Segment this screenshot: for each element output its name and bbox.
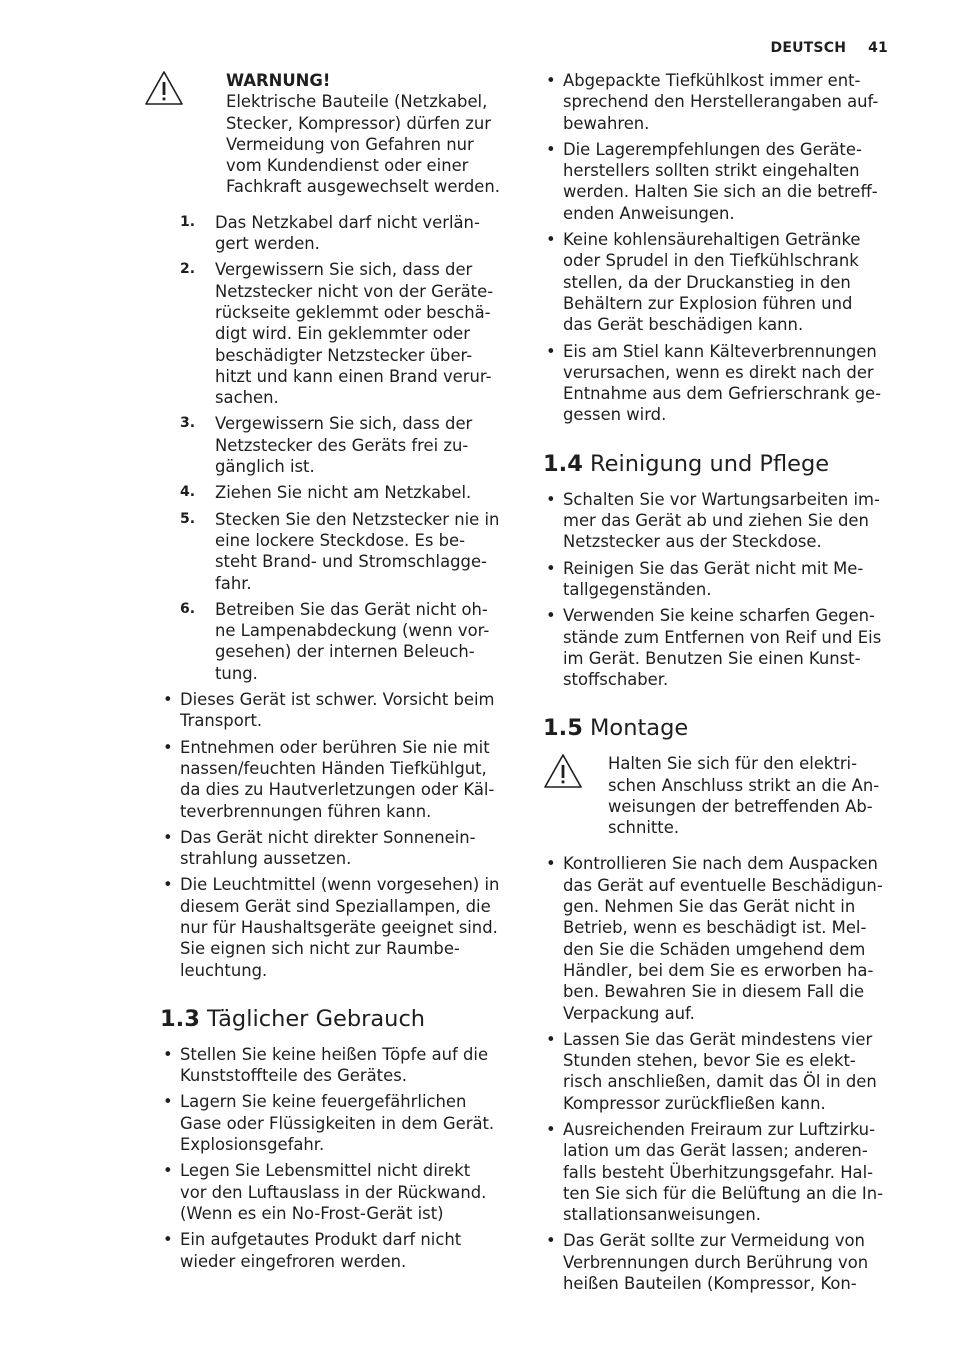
text-line: Sie eignen sich nicht zur Raumbe-	[180, 939, 460, 959]
numbered-list	[160, 212, 520, 684]
text-line: • Die Leuchtmittel (wenn vorgesehen) in	[180, 875, 500, 895]
warning-icon	[144, 70, 184, 106]
text-line: • Legen Sie Lebensmittel nicht direkt	[180, 1161, 471, 1181]
left-bullet-list	[160, 689, 520, 981]
section-1-5-title: Montage	[590, 715, 689, 742]
section-1-3-bullet-list	[160, 1044, 520, 1272]
bullet-item	[543, 341, 903, 426]
text-line: vor den Luftauslass in der Rückwand.	[180, 1182, 487, 1202]
section-1-3-heading	[160, 1005, 520, 1033]
left-column	[160, 70, 520, 1277]
numbered-item	[160, 599, 520, 684]
text-line: • Lagern Sie keine feuergefährlichen	[180, 1092, 467, 1112]
text-line: Netzstecker aus der Steckdose.	[563, 532, 822, 552]
text-line: Stecker, Kompressor) dürfen zur	[226, 113, 492, 133]
text-line: • Reinigen Sie das Gerät nicht mit Me-	[563, 558, 864, 578]
text-line: sprechend den Herstellerangaben auf-	[563, 92, 879, 112]
text-line: Händler, bei dem Sie es erworben ha-	[563, 960, 874, 980]
section-1-4-title: Reinigung und Pflege	[590, 450, 830, 477]
bullet-item	[543, 1119, 903, 1225]
text-line: • Die Lagerempfehlungen des Geräte-	[563, 139, 862, 159]
text-line: da dies zu Hautverletzungen oder Käl-	[180, 780, 495, 800]
bullet-item	[543, 139, 903, 224]
right-bullet-list	[543, 70, 903, 426]
bullet-item	[543, 70, 903, 134]
bullet-item	[543, 558, 903, 601]
montage-note-text	[608, 753, 903, 838]
item-number: 6.	[180, 600, 196, 617]
text-line: • Kontrollieren Sie nach dem Auspacken	[563, 854, 878, 874]
text-line: gänglich ist.	[215, 457, 315, 477]
text-line: • Abgepackte Tiefkühlkost immer ent-	[563, 71, 861, 90]
bullet-item	[160, 1044, 520, 1087]
text-line: • Eis am Stiel kann Kälteverbrennungen	[563, 341, 877, 361]
text-line: nur für Haushaltsgeräte geeignet sind.	[180, 917, 498, 937]
warning-body	[226, 91, 520, 197]
text-line: strahlung aussetzen.	[180, 849, 352, 869]
text-line: • Das Gerät sollte zur Vermeidung von	[563, 1231, 865, 1251]
warning-text	[226, 70, 520, 198]
text-line: herstellers sollten strikt eingehalten	[563, 161, 860, 181]
text-line: bewahren.	[563, 113, 650, 133]
text-line: heißen Bauteilen (Kompressor, Kon-	[563, 1274, 857, 1294]
text-line: gesehen) der internen Beleuch-	[215, 642, 475, 662]
text-line: • Lassen Sie das Gerät mindestens vier	[563, 1029, 873, 1049]
section-1-5-heading	[543, 714, 903, 742]
text-line: mer das Gerät ab und ziehen Sie den	[563, 511, 869, 531]
text-line: (Wenn es ein No-Frost-Gerät ist)	[180, 1203, 444, 1223]
bullet-item	[160, 737, 520, 822]
text-line: oder Sprudel in den Tiefkühlschrank	[563, 251, 859, 271]
text-line: • Schalten Sie vor Wartungsarbeiten im-	[563, 489, 880, 509]
text-line: • Das Gerät nicht direkter Sonnenein-	[180, 827, 476, 847]
bullet-item	[160, 827, 520, 870]
bullet-item	[543, 853, 903, 1023]
text-line: falls besteht Überhitzungsgefahr. Hal-	[563, 1162, 874, 1182]
text-line: • Ausreichenden Freiraum zur Luftzirku-	[563, 1119, 875, 1139]
text-line: eine lockere Steckdose. Es be-	[215, 530, 465, 550]
text-line: das Gerät auf eventuelle Beschädigun-	[563, 875, 883, 895]
text-line: lation um das Gerät lassen; anderen-	[563, 1141, 868, 1161]
text-line: hitzt und kann einen Brand verur-	[215, 366, 492, 386]
bullet-item	[160, 689, 520, 732]
numbered-item	[160, 482, 520, 503]
text-line: Vergewissern Sie sich, dass der	[215, 414, 473, 434]
text-line: Vermeidung von Gefahren nur	[226, 134, 474, 154]
bullet-item	[543, 1230, 903, 1294]
text-line: Behältern zur Explosion führen und	[563, 293, 853, 313]
numbered-item	[160, 413, 520, 477]
bullet-item	[543, 1029, 903, 1114]
text-line: • Entnehmen oder berühren Sie nie mit	[180, 737, 490, 757]
section-1-3-number: 1.3	[160, 1005, 200, 1032]
section-1-4-number: 1.4	[543, 450, 583, 477]
text-line: nassen/feuchten Händen Tiefkühlgut,	[180, 758, 487, 778]
bullet-item	[543, 229, 903, 335]
text-line: ne Lampenabdeckung (wenn vor-	[215, 621, 490, 641]
bullet-item	[543, 605, 903, 690]
text-line: Stecken Sie den Netzstecker nie in	[215, 509, 500, 529]
text-line: Entnahme aus dem Gefrierschrank ge-	[563, 384, 881, 404]
text-line: das Gerät beschädigen kann.	[563, 315, 804, 335]
text-line: diesem Gerät sind Speziallampen, die	[180, 896, 491, 916]
text-line: stallationsanweisungen.	[563, 1205, 761, 1225]
section-1-4-bullet-list	[543, 489, 903, 691]
text-line: • Verwenden Sie keine scharfen Gegen-	[563, 606, 875, 626]
text-line: Verbrennungen durch Berührung von	[563, 1252, 869, 1272]
bullet-item	[160, 1160, 520, 1224]
text-line: steht Brand- und Stromschlagge-	[215, 552, 487, 572]
text-line: wieder eingefroren werden.	[180, 1251, 407, 1271]
text-line: gen. Nehmen Sie das Gerät nicht in	[563, 897, 856, 917]
text-line: Transport.	[180, 711, 263, 731]
text-line: weisungen der betreffenden Ab-	[608, 797, 873, 817]
text-line: gessen wird.	[563, 405, 667, 425]
text-line: Fachkraft ausgewechselt werden.	[226, 177, 500, 197]
text-line: Kompressor zurückfließen kann.	[563, 1093, 826, 1113]
text-line: ten Sie sich für die Belüftung an die In-	[563, 1183, 884, 1203]
page-header	[771, 38, 888, 59]
text-line: Betreiben Sie das Gerät nicht oh-	[215, 599, 488, 619]
text-line: teverbrennungen führen kann.	[180, 801, 432, 821]
text-line: • Ein aufgetautes Produkt darf nicht	[180, 1230, 462, 1250]
text-line: Betrieb, wenn es beschädigt ist. Mel-	[563, 918, 867, 938]
section-label: DEUTSCH	[770, 40, 847, 56]
text-line: digt wird. Ein geklemmter oder	[215, 324, 471, 344]
text-line: Elektrische Bauteile (Netzkabel,	[226, 92, 488, 112]
item-number: 1.	[180, 213, 196, 230]
text-line: gert werden.	[215, 234, 320, 254]
bullet-item	[543, 489, 903, 553]
section-1-5-number: 1.5	[543, 715, 583, 742]
item-number: 2.	[180, 261, 196, 278]
text-line: rückseite geklemmt oder beschä-	[215, 302, 491, 322]
text-line: stellen, da der Druckanstieg in den	[563, 272, 851, 292]
numbered-item	[160, 509, 520, 594]
text-line: stoffschaber.	[563, 670, 669, 690]
text-line: sachen.	[215, 388, 279, 408]
text-line: risch anschließen, damit das Öl in den	[563, 1072, 877, 1092]
text-line: Halten Sie sich für den elektri-	[608, 754, 858, 774]
text-line: Kunststoffteile des Gerätes.	[180, 1066, 407, 1086]
text-line: Vergewissern Sie sich, dass der	[215, 260, 473, 280]
text-line: tallgegenständen.	[563, 579, 712, 599]
text-line: beschädigter Netzstecker über-	[215, 345, 473, 365]
montage-note	[543, 753, 903, 853]
text-line: • Keine kohlensäurehaltigen Getränke	[563, 230, 861, 250]
text-line: leuchtung.	[180, 960, 268, 980]
text-line: ben. Bewahren Sie in diesem Fall die	[563, 982, 865, 1002]
page-number: 41	[868, 40, 888, 56]
item-number: 3.	[180, 415, 196, 432]
text-line: tung.	[215, 663, 258, 683]
item-number: 4.	[180, 484, 196, 501]
section-1-3-title: Täglicher Gebrauch	[207, 1005, 426, 1032]
text-line: • Stellen Sie keine heißen Töpfe auf die	[180, 1044, 489, 1064]
text-line: Das Netzkabel darf nicht verlän-	[215, 212, 480, 232]
text-line: Ziehen Sie nicht am Netzkabel.	[215, 483, 472, 503]
bullet-item	[160, 1229, 520, 1272]
bullet-item	[160, 1091, 520, 1155]
text-line: schen Anschluss strikt an die An-	[608, 775, 880, 795]
text-line: Explosionsgefahr.	[180, 1135, 325, 1155]
text-line: stände zum Entfernen von Reif und Eis	[563, 627, 882, 647]
section-1-5-bullet-list	[543, 853, 903, 1294]
text-line: Stunden stehen, bevor Sie es elekt-	[563, 1051, 856, 1071]
warning-icon	[543, 753, 583, 789]
text-line: Verpackung auf.	[563, 1003, 695, 1023]
numbered-item	[160, 259, 520, 408]
text-line: • Dieses Gerät ist schwer. Vorsicht beim	[180, 690, 495, 710]
warning-box	[160, 70, 520, 198]
text-line: verursachen, wenn es direkt nach der	[563, 362, 874, 382]
text-line: den Sie die Schäden umgehend dem	[563, 939, 866, 959]
numbered-item	[160, 212, 520, 255]
text-line: Netzstecker des Geräts frei zu-	[215, 435, 469, 455]
bullet-item	[160, 874, 520, 980]
warning-title: WARNUNG!	[226, 71, 331, 90]
text-line: schnitte.	[608, 818, 680, 838]
text-line: werden. Halten Sie sich an die betreff-	[563, 182, 878, 202]
text-line: vom Kundendienst oder einer	[226, 156, 469, 176]
text-line: Gase oder Flüssigkeiten in dem Gerät.	[180, 1113, 495, 1133]
text-line: im Gerät. Benutzen Sie einen Kunst-	[563, 648, 861, 668]
item-number: 5.	[180, 510, 196, 527]
section-1-4-heading	[543, 450, 903, 478]
text-line: fahr.	[215, 573, 252, 593]
text-line: Netzstecker nicht von der Geräte-	[215, 281, 494, 301]
right-column	[543, 70, 903, 1299]
text-line: enden Anweisungen.	[563, 203, 735, 223]
